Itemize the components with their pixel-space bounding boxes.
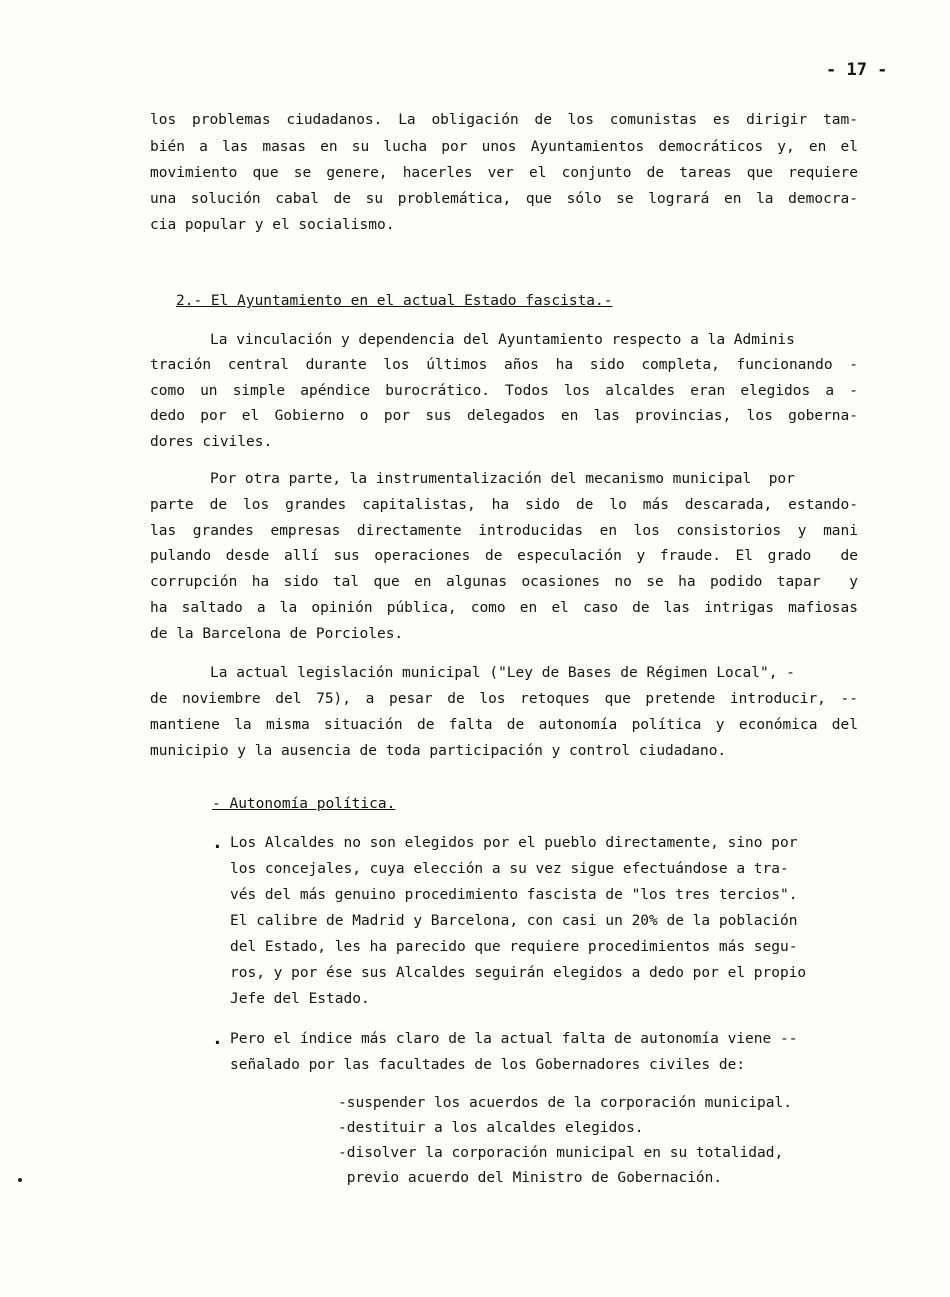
subheading	[212, 797, 395, 812]
para3-line: corrupción ha sido tal que en algunas ocasiones no se ha podido tapar y	[150, 574, 858, 590]
bullet1-line: del Estado, les ha parecido que requiere procedimientos más segu-	[230, 939, 798, 955]
subheading-text: - Autonomía política.	[212, 796, 396, 812]
para2-line: dedo por el Gobierno o por sus delegados en las provincias, los goberna-	[150, 408, 858, 424]
para4-line: de noviembre del 75), a pesar de los retoques que pretende introducir, --	[150, 691, 858, 707]
para1-line: movimiento que se genere, hacerles ver el conjunto de tareas que requiere	[150, 165, 858, 181]
para3-line: de la Barcelona de Porcioles.	[150, 626, 404, 642]
list-item: -disolver la corporación municipal en su totalidad,	[338, 1145, 784, 1161]
para1-line: bién a las masas en su lucha por unos Ayuntamientos democráticos y, en el	[150, 139, 858, 155]
bullet2-line: señalado por las facultades de los Gobernadores civiles de:	[230, 1057, 746, 1073]
list-item: -suspender los acuerdos de la corporación municipal.	[338, 1095, 792, 1111]
para1-line: cia popular y el socialismo.	[150, 217, 395, 233]
para2-line: dores civiles.	[150, 434, 273, 450]
para1-line: los problemas ciudadanos. La obligación de los comunistas es dirigir tam-	[150, 112, 858, 128]
para3-line: pulando desde allí sus operaciones de especulación y fraude. El grado de	[150, 548, 858, 564]
list-item: previo acuerdo del Ministro de Gobernación.	[338, 1170, 723, 1186]
para2-line: como un simple apéndice burocrático. Todos los alcaldes eran elegidos a -	[150, 383, 858, 399]
para2-line: La vinculación y dependencia del Ayuntamiento respecto a la Adminis	[210, 332, 795, 348]
bullet1-line: los concejales, cuya elección a su vez sigue efectuándose a tra-	[230, 861, 789, 877]
para4-line: La actual legislación municipal ("Ley de Bases de Régimen Local", -	[210, 665, 795, 681]
bullet1-line: El calibre de Madrid y Barcelona, con casi un 20% de la población	[230, 913, 798, 929]
bullet2-line: Pero el índice más claro de la actual falta de autonomía viene --	[230, 1031, 798, 1047]
para3-line: las grandes empresas directamente introducidas en los consistorios y mani	[150, 523, 858, 539]
margin-speck	[18, 1178, 22, 1182]
page-number: - 17 -	[826, 60, 888, 80]
bullet-marker: .	[212, 1028, 223, 1049]
para3-line: ha saltado a la opinión pública, como en el caso de las intrigas mafiosas	[150, 600, 858, 616]
bullet1-line: vés del más genuino procedimiento fascista de "los tres tercios".	[230, 887, 798, 903]
para2-line: tración central durante los últimos años ha sido completa, funcionando -	[150, 357, 858, 373]
bullet1-line: ros, y por ése sus Alcaldes seguirán elegidos a dedo por el propio	[230, 965, 807, 981]
list-item: -destituir a los alcaldes elegidos.	[338, 1120, 644, 1136]
bullet1-line: Jefe del Estado.	[230, 991, 370, 1007]
para3-line: Por otra parte, la instrumentalización del mecanismo municipal por	[210, 471, 795, 487]
para1-line: una solución cabal de su problemática, que sólo se logrará en la democra-	[150, 191, 858, 207]
para4-line: municipio y la ausencia de toda participación y control ciudadano.	[150, 743, 727, 759]
bullet1-line: Los Alcaldes no son elegidos por el pueblo directamente, sino por	[230, 835, 798, 851]
para3-line: parte de los grandes capitalistas, ha sido de lo más descarada, estando-	[150, 497, 858, 513]
bullet-marker: .	[212, 832, 223, 853]
section-heading: 2.- El Ayuntamiento en el actual Estado fascista.-	[176, 293, 613, 309]
para4-line: mantiene la misma situación de falta de autonomía política y económica del	[150, 717, 858, 733]
